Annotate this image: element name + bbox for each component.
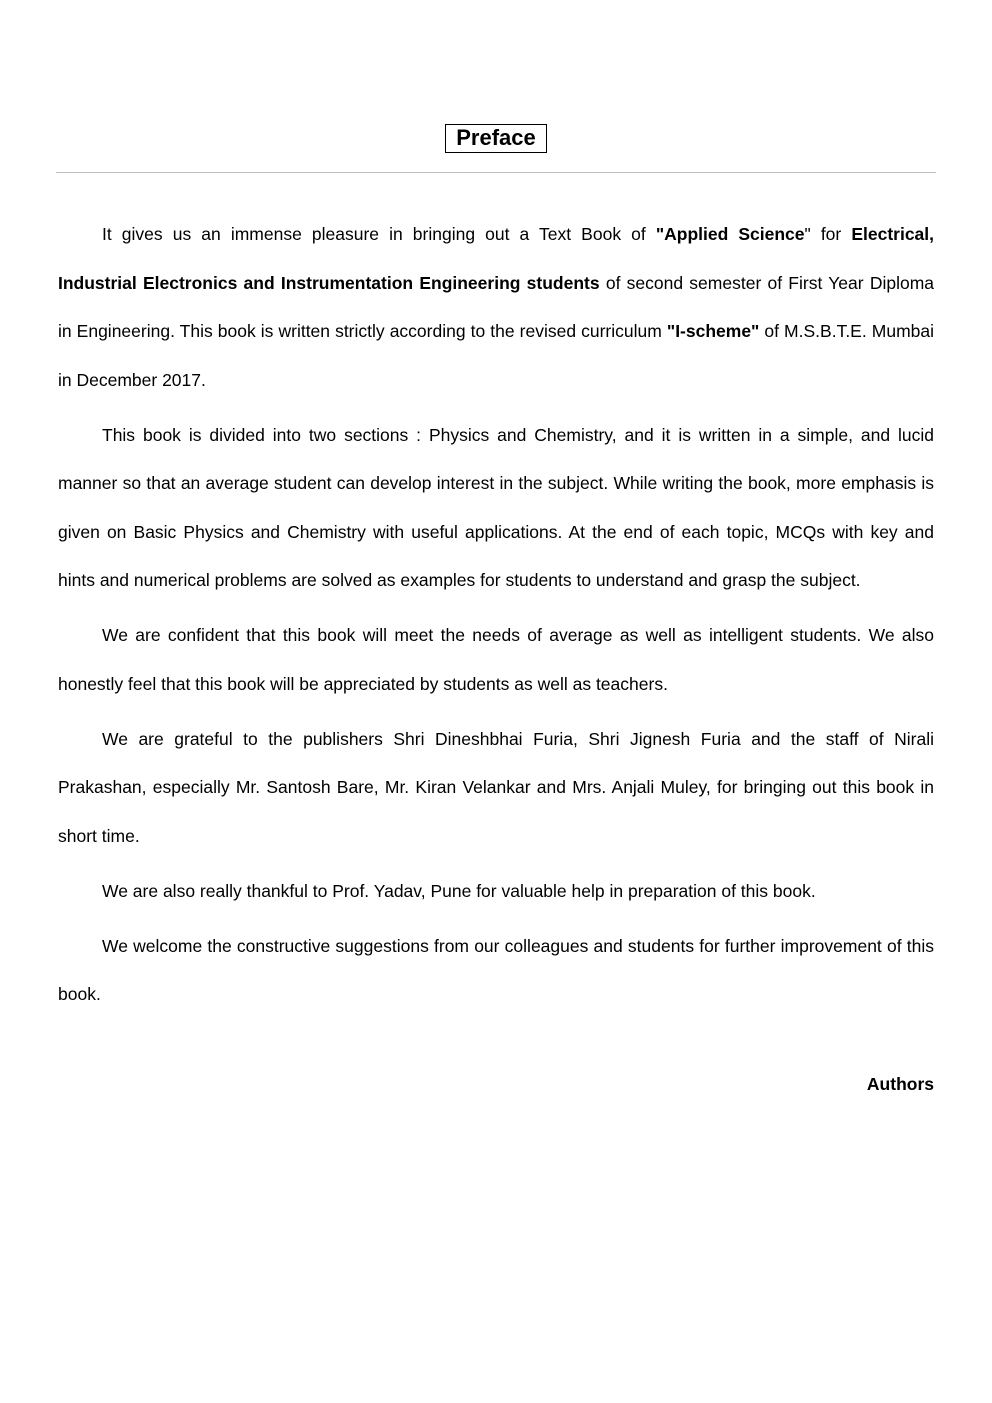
paragraph-text: " for: [804, 224, 852, 244]
paragraph-text: of M.S.B.T.E. Mumbai in December 2017.: [58, 321, 935, 390]
page-title: Preface: [445, 124, 547, 153]
paragraph-text: We welcome the constructive suggestions from our colleagues and students for further improvement of this book.: [58, 935, 934, 1004]
preface-paragraph: [58, 922, 934, 1019]
preface-paragraph: [58, 411, 934, 605]
preface-paragraph: [58, 210, 934, 404]
title-container: [0, 124, 992, 153]
authors-signature: Authors: [866, 1074, 934, 1094]
title-divider: [56, 172, 936, 173]
paragraph-text: We are confident that this book will meet the needs of average as well as intelligent students. We also honestly feel that this book will be appreciated by students as well as teachers.: [58, 625, 934, 694]
bold-text: "I-scheme": [666, 321, 760, 341]
paragraph-text: This book is divided into two sections : Physics and Chemistry, and it is written in a simple, and lucid manner so that an average student can develop interest in the subject. While writing the book, more emphasis is given on Basic Physics and Chemistry with useful applications. At the end of each topic, MCQs with key and hints and numerical problems are solved as examples for students to understand and grasp the subject.: [58, 424, 934, 590]
preface-paragraph: [58, 715, 934, 861]
preface-body: [58, 210, 934, 1025]
bold-text: "Applied Science: [655, 224, 805, 244]
paragraph-text: It gives us an immense pleasure in bringing out a Text Book of: [102, 224, 656, 244]
preface-paragraph: [58, 611, 934, 708]
preface-paragraph: [58, 867, 934, 916]
paragraph-text: We are also really thankful to Prof. Yadav, Pune for valuable help in preparation of this book.: [102, 880, 816, 901]
bold-text: Electrical, Industrial Electronics and Instrumentation Engineering students: [58, 224, 935, 293]
paragraph-text: We are grateful to the publishers Shri Dineshbhai Furia, Shri Jignesh Furia and the staff of Nirali Prakashan, especially Mr. Santosh Bare, Mr. Kiran Velankar and Mrs. Anjali Muley, for bringing out this book in short time.: [58, 728, 934, 846]
paragraph-text: of second semester of First Year Diploma in Engineering. This book is written strictly according to the revised curriculum: [58, 272, 935, 341]
